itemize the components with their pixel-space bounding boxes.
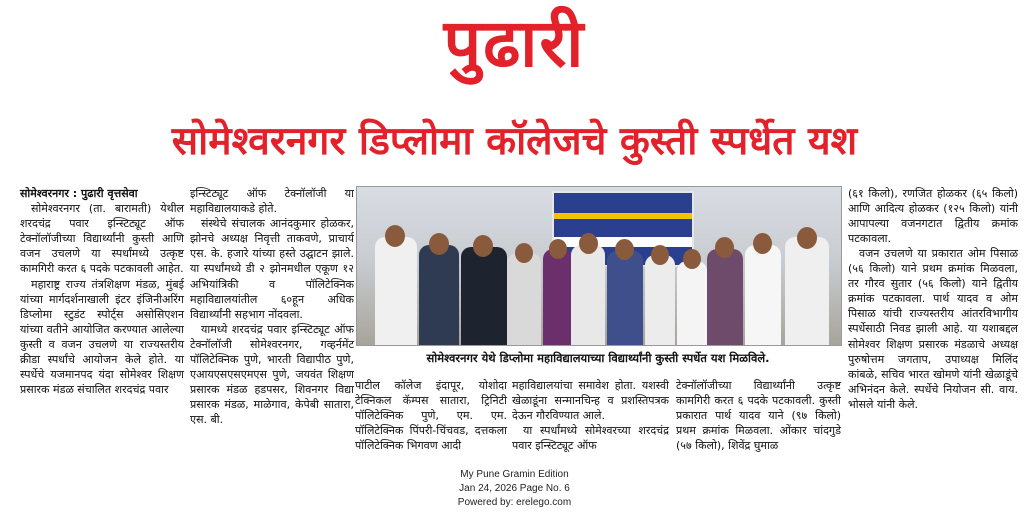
paragraph: सोमेश्वरनगर (ता. बारामती) येथील शरदचंद्र पवार इन्स्टिट्यूट ऑफ टेक्नॉलॉजीच्या विद्यार्थ्यांनी कुस्ती आणि वजन उचलणे या स्पर्धांमध्ये उत्कृष्ट कामगिरी करत ६ पदके पटकावली आहेत. bbox=[20, 202, 184, 276]
page-footer bbox=[0, 468, 1029, 510]
article-column-5 bbox=[676, 378, 841, 453]
article-column-6-top bbox=[848, 186, 1018, 246]
article-column-6 bbox=[848, 246, 1018, 412]
photo-caption: सोमेश्वरनगर येथे डिप्लोमा महाविद्यालयाच्या विद्यार्थ्यांनी कुस्ती स्पर्धेत यश मिळविले. bbox=[426, 351, 770, 365]
paragraph: महाराष्ट्र राज्य तंत्रशिक्षण मंडळ, मुंबई यांच्या मार्गदर्शनाखाली इंटर इंजिनीअरिंग डिप्लोमा स्टुडंट स्पोर्ट्स असोसिएशन यांच्या वतीने आयोजित करण्यात आलेल्या कुस्ती व वजन उचलणे या राज्यस्तरीय क्रीडा स्पर्धांचे आयोजन केले होते. या स्पर्धेचे यजमानपद यंदा सोमेश्वर शिक्षण प्रसारक मंडळ संचालित शरदचंद्र पवार bbox=[20, 277, 184, 397]
article-column-3 bbox=[355, 378, 507, 453]
article-photo bbox=[356, 186, 842, 346]
edition-date: Jan 24, 2026 Page No. 6 bbox=[459, 483, 570, 494]
paragraph: संस्थेचे संचालक आनंदकुमार होळकर, झोनचे अध्यक्ष निवृत्ती ताकवणे, प्राचार्य एस. के. हजारे यांच्या हस्ते उद्घाटन झाले. या स्पर्धांमध्ये डी २ झोनमधील एकूण १२ अभियांत्रिकी व पॉलिटेक्निक महाविद्यालयांतील ६०हून अधिक विद्यार्थ्यांनी सहभाग नोंदवला. bbox=[190, 217, 354, 321]
dateline: सोमेश्वरनगर : पुढारी वृत्तसेवा bbox=[20, 187, 138, 200]
article-column-2 bbox=[190, 186, 354, 428]
article-column-1 bbox=[20, 186, 184, 397]
paragraph: या स्पर्धांमध्ये सोमेश्वरच्या शरदचंद्र पवार इन्स्टिट्यूट ऑफ bbox=[512, 424, 669, 453]
masthead-logo: पुढारी bbox=[443, 5, 586, 82]
paragraph: (६१ किलो), रणजित होळकर (६५ किलो) आणि आदित्य होळकर (१२५ किलो) यांनी आपापल्या वजनगटात द्वितीय क्रमांक पटकावला. bbox=[848, 187, 1018, 246]
paragraph: वजन उचलणे या प्रकारात ओम पिसाळ (५६ किलो) याने प्रथम क्रमांक मिळवला, तर गौरव सुतार (५६ किलो) याने द्वितीय क्रमांक पटकावला. पार्थ यादव व ओम पिसाळ यांची राज्यस्तरीय आंतरविभागीय स्पर्धेसाठी निवड झाली आहे. या यशाबद्दल सोमेश्वर शिक्षण प्रसारक मंडळाचे अध्यक्ष पुरुषोत्तम जगताप, उपाध्यक्ष मिलिंद कांबळे, सचिव भारत खोमणे यांनी खेळाडूंचे अभिनंदन केले. स्पर्धेचे नियोजन सी. वाय. भोसले यांनी केले. bbox=[848, 247, 1018, 411]
edition-label: My Pune Gramin Edition bbox=[460, 469, 569, 480]
paragraph: यामध्ये शरदचंद्र पवार इन्स्टिट्यूट ऑफ टेक्नॉलॉजी सोमेश्वरनगर, गव्हर्नमेंट पॉलिटेक्निक पुणे, भारती विद्यापीठ पुणे, एआयएसएसएमएस पुणे, जयवंत शिक्षण प्रसारक मंडळ हडपसर, शिवनगर विद्या प्रसारक मंडळ, माळेगाव, केपेबी सातारा, एस. बी. bbox=[190, 322, 354, 427]
paragraph: महाविद्यालयांचा समावेश होता. यशस्वी खेळाडूंना सन्मानचिन्ह व प्रशस्तिपत्रक देऊन गौरविण्यात आले. bbox=[512, 379, 669, 423]
paragraph: इन्स्टिट्यूट ऑफ टेक्नॉलॉजी या महाविद्यालयाकडे होते. bbox=[190, 187, 354, 216]
powered-by: Powered by: erelego.com bbox=[457, 497, 572, 508]
paragraph: टेक्नॉलॉजीच्या विद्यार्थ्यांनी उत्कृष्ट कामगिरी करत ६ पदके पटकावली. कुस्ती प्रकारात पार्थ यादव याने (९७ किलो) प्रथम क्रमांक मिळवला. ओंकार चांदगुडे (५७ किलो), शिवेंद्र घुमाळ bbox=[676, 379, 841, 453]
article-column-4 bbox=[512, 378, 669, 453]
paragraph: पाटील कॉलेज इंदापूर, योशोदा टेक्निकल कॅम्पस सातारा, ट्रिनिटी पॉलिटेक्निक पुणे, एम. एम. पॉलिटेक्निक पिंपरी-चिंचवड, दत्तकला पॉलिटेक्निक भिगवण आदी bbox=[355, 379, 507, 453]
article-headline: सोमेश्वरनगर डिप्लोमा कॉलेजचे कुस्ती स्पर्धेत यश bbox=[171, 119, 858, 164]
